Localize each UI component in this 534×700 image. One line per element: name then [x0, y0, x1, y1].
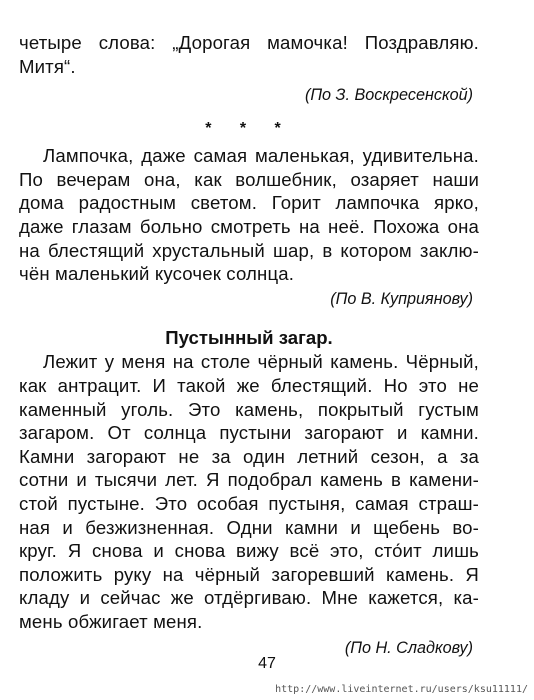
watermark-url: http://www.liveinternet.ru/users/ksu11111/ [275, 684, 528, 695]
text-line: как антрацит. И такой же блестящий. Но это не [19, 374, 479, 396]
page-content [19, 31, 479, 659]
text-line: ная и безжизненная. Одни камни и щебень во- [19, 516, 479, 538]
text-line: загаром. От солнца пустыни загорают и камни. [19, 422, 479, 444]
text-line: стой пустыне. Это особая пустыня, самая страш- [19, 492, 479, 514]
text-line: круг. Я снова и снова вижу всё это, сто́ит лишь [19, 540, 479, 562]
text-line: Камни загорают не за один летний сезон, а за [19, 445, 479, 467]
page-number: 47 [258, 655, 276, 672]
source-attribution: (По В. Куприянову) [330, 289, 473, 308]
section-divider: * * * [205, 120, 293, 138]
text-line: четыре слова: „Дорогая мамочка! Поздравляю. [19, 32, 479, 53]
text-line: каменный уголь. Это камень, покрытый густым [19, 398, 479, 420]
paragraph-desert [19, 350, 479, 633]
source-attribution: (По Н. Сладкову) [344, 639, 473, 658]
text-line: Митя“. [19, 55, 76, 77]
text-line: сотни и тысячи лет. Я подобрал камень в камени- [19, 469, 479, 491]
text-line: на блестящий хрустальный шар, в котором заклю- [19, 239, 479, 261]
text-line: чён маленький кусочек солнца. [19, 263, 295, 285]
text-line: Лампочка, даже самая маленькая, удивительна. [43, 145, 479, 167]
text-line: По вечерам она, как волшебник, озаряет наши [19, 168, 479, 190]
text-line: даже глазам больно смотреть на неё. Похожа она [19, 215, 479, 237]
text-line: дома радостным светом. Горит лампочка ярко, [19, 192, 479, 214]
paragraph-continuation [19, 31, 479, 78]
text-line: мень обжигает меня. [19, 610, 203, 632]
text-line: Лежит у меня на столе чёрный камень. Чёрный, [43, 351, 479, 373]
paragraph-lamp [19, 144, 479, 286]
text-line: положить руку на чёрный загоревший камень. Я [19, 563, 479, 585]
story-title: Пустынный загар. [165, 326, 333, 348]
source-attribution: (По З. Воскресенской) [304, 86, 473, 105]
text-line: кладу и сейчас же отдёргиваю. Мне кажется, ка- [19, 587, 479, 609]
